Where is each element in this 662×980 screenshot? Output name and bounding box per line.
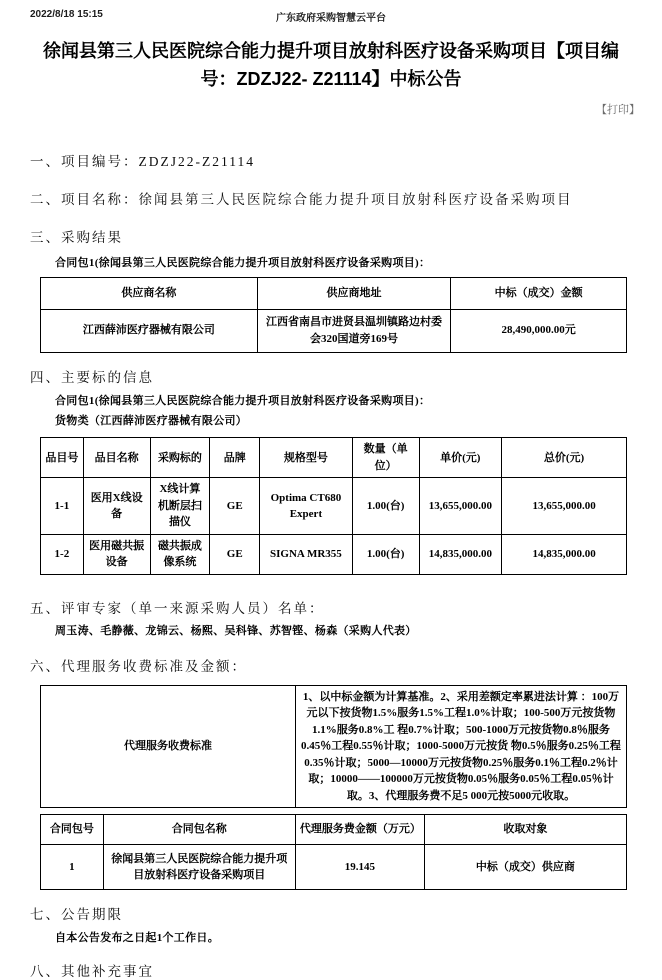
fee-standard-table	[40, 685, 627, 809]
col-brand: 品牌	[210, 438, 260, 478]
cell-item-name: 医用X线设备	[83, 478, 150, 535]
section-experts: 五、评审专家（单一来源采购人员）名单：	[30, 600, 325, 616]
fee-standard-row	[41, 685, 627, 808]
cell-item-no: 1-1	[41, 478, 84, 535]
fee-amount-header-row	[41, 815, 627, 845]
cell-fee-payer: 中标（成交）供应商	[424, 845, 626, 890]
cell-brand: GE	[210, 478, 260, 535]
section-agency-fee: 六、代理服务收费标准及金额：	[30, 658, 247, 674]
cell-fee-amount: 19.145	[295, 845, 424, 890]
col-supplier-address: 供应商地址	[257, 277, 450, 309]
print-timestamp: 2022/8/18 15:15	[30, 9, 103, 20]
cell-item-name: 医用磁共振设备	[83, 534, 150, 574]
col-award-amount: 中标（成交）金额	[451, 277, 627, 309]
cell-spec-model: SIGNA MR355	[260, 534, 353, 574]
subject-category-line: 货物类（江西薛沛医疗器械有限公司）	[55, 415, 248, 428]
cell-quantity: 1.00(台)	[352, 478, 419, 535]
col-item-no: 品目号	[41, 438, 84, 478]
supplier-table-row	[41, 309, 627, 352]
items-table-row-2	[41, 534, 627, 574]
subject-package-line: 合同包1(徐闻县第三人民医院综合能力提升项目放射科医疗设备采购项目)：	[55, 394, 431, 407]
fee-amount-row	[41, 845, 627, 890]
print-button[interactable]: 【打印】	[596, 103, 640, 116]
site-title: 广东政府采购智慧云平台	[276, 13, 386, 24]
cell-unit-price: 13,655,000.00	[419, 478, 502, 535]
cell-quantity: 1.00(台)	[352, 534, 419, 574]
cell-package-name: 徐闻县第三人民医院综合能力提升项目放射科医疗设备采购项目	[103, 845, 295, 890]
col-unit-price: 单价(元)	[419, 438, 502, 478]
col-procurement-target: 采购标的	[150, 438, 210, 478]
print-button-row	[0, 100, 640, 118]
cell-brand: GE	[210, 534, 260, 574]
section-project-number: 一、项目编号：ZDZJ22-Z21114	[30, 153, 255, 169]
cell-fee-standard-label: 代理服务收费标准	[41, 685, 296, 808]
cell-item-no: 1-2	[41, 534, 84, 574]
print-header	[0, 0, 662, 24]
section-main-subject: 四、主要标的信息	[30, 369, 154, 385]
section-other-matters: 八、其他补充事宜	[30, 964, 154, 979]
notice-period-body: 自本公告发布之日起1个工作日。	[55, 932, 219, 945]
col-supplier-name: 供应商名称	[41, 277, 258, 309]
cell-spec-model: Optima CT680 Expert	[260, 478, 353, 535]
cell-procurement-target: X线计算机断层扫描仪	[150, 478, 210, 535]
cell-supplier-name: 江西薛沛医疗器械有限公司	[41, 309, 258, 352]
cell-procurement-target: 磁共振成像系统	[150, 534, 210, 574]
col-fee-amount: 代理服务费金额（万元）	[295, 815, 424, 845]
supplier-table	[40, 277, 627, 353]
supplier-table-header-row	[41, 277, 627, 309]
col-package-name: 合同包名称	[103, 815, 295, 845]
items-table	[40, 437, 627, 575]
col-spec-model: 规格型号	[260, 438, 353, 478]
items-table-header-row	[41, 438, 627, 478]
cell-supplier-address: 江西省南昌市进贤县温圳镇路边村委会320国道旁169号	[257, 309, 450, 352]
announcement-title: 徐闻县第三人民医院综合能力提升项目放射科医疗设备采购项目【项目编号：ZDZJ22- Z21114】中标公告	[43, 41, 619, 89]
col-item-name: 品目名称	[83, 438, 150, 478]
col-package-no: 合同包号	[41, 815, 104, 845]
cell-total-price: 14,835,000.00	[502, 534, 627, 574]
result-package-line: 合同包1(徐闻县第三人民医院综合能力提升项目放射科医疗设备采购项目)：	[55, 256, 431, 269]
col-total-price: 总价(元)	[502, 438, 627, 478]
items-table-row-1	[41, 478, 627, 535]
cell-award-amount: 28,490,000.00元	[451, 309, 627, 352]
experts-names: 周玉涛、毛静薇、龙锦云、杨熙、吴科锋、苏智铿、杨森（采购人代表）	[55, 624, 417, 637]
section-project-name: 二、项目名称：徐闻县第三人民医院综合能力提升项目放射科医疗设备采购项目	[30, 191, 573, 207]
section-procurement-result: 三、采购结果	[30, 229, 123, 245]
cell-total-price: 13,655,000.00	[502, 478, 627, 535]
cell-package-no: 1	[41, 845, 104, 890]
cell-fee-standard-text: 1、以中标金额为计算基准。2、采用差额定率累进法计算 ：100万元以下按货物1.5%服务1.5%工程1.0%计取；100-500万元按货物1.1%服务0.8%工 程0.7%计取；500-1000万元按货物0.8％服务0.45％工程0.55％计取；1000-5000万元按货 物0.5％服务0.25％工程0.35％计取；5000—10000万元按货物0.25％服务0.1％工程0.2％计 取；10000——100000万元按货物0.05％服务0.05％工程0.05％计取。3、代理服务费不足5 000元按5000元收取。	[295, 685, 626, 808]
section-notice-period: 七、公告期限	[30, 907, 123, 923]
fee-amount-table	[40, 814, 627, 890]
cell-unit-price: 14,835,000.00	[419, 534, 502, 574]
col-quantity: 数量（单位）	[352, 438, 419, 478]
col-fee-payer: 收取对象	[424, 815, 626, 845]
